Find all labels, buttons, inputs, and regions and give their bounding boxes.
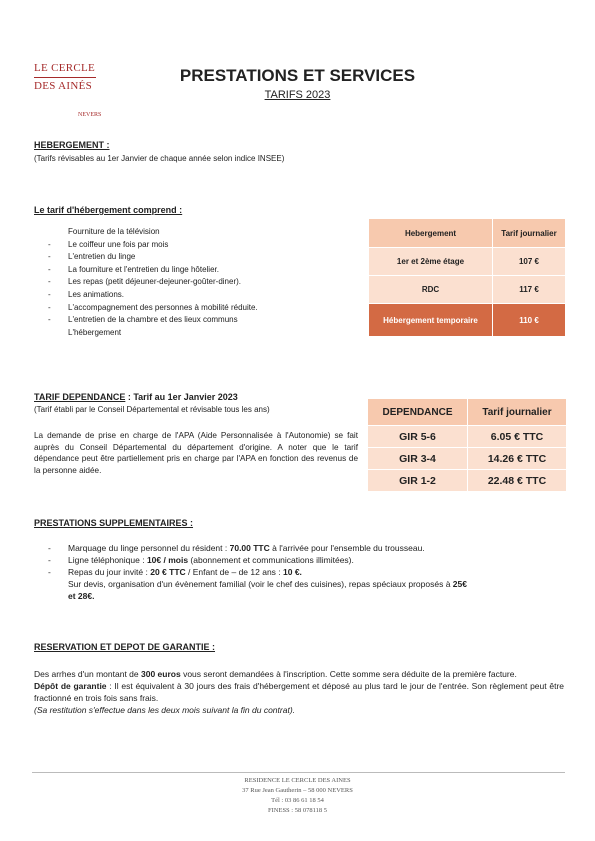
footer-line: RESIDENCE LE CERCLE DES AINES [244,777,351,784]
reservation-heading: RESERVATION ET DEPOT DE GARANTIE : [34,642,216,652]
tarif-comprend-heading: Le tarif d'hébergement comprend : [34,205,183,215]
list-item: - La fourniture et l'entretien du linge hôtelier. [48,264,368,277]
text: : Il est équivalent à 30 jours des frais d'hébergement et déposé au plus tard le jour de l'entrée. Son règlement peut être fractionné en trois fois sans frais. [34,681,564,703]
table-cell: GIR 1-2 [368,470,468,492]
item-text: Sur devis, organisation d'un évènement familial (voir le chef des cuisines), repas spéciaux proposés à [68,579,453,589]
item-text: (abonnement et communications illimitées). [188,555,354,565]
dependance-heading-label: TARIF DEPENDANCE [34,392,126,402]
label: Dépôt de garantie [34,681,107,691]
table-cell: 110 € [493,304,566,337]
table-cell: GIR 3-4 [368,448,468,470]
tarif-comprend-list [48,226,368,339]
reservation-p2 [34,680,564,704]
table-row [369,304,566,337]
item-price: 10€ / mois [146,555,189,565]
page-title: PRESTATIONS ET SERVICES [179,66,416,85]
table-cell: RDC [369,276,493,304]
item-text: à l'arrivée pour l'ensemble du trousseau. [269,543,425,553]
table-row [369,276,566,304]
reservation-body [34,668,564,716]
text: vous seront demandées à l'inscription. Cette somme sera déduite de la première facture. [180,669,517,679]
list-item: - Les repas (petit déjeuner-dejeuner-goûter-diner). [48,276,368,289]
table-cell: GIR 5-6 [368,426,468,448]
dependance-heading [34,392,238,402]
supplementaires-list [48,542,568,602]
footer [0,776,595,816]
list-item: - Marquage du linge personnel du résident : 70.00 TTC à l'arrivée pour l'ensemble du trousseau. [48,543,425,553]
table-cell: 117 € [493,276,566,304]
list-item: - Repas du jour invité : 20 € TTC / Enfant de – de 12 ans : 10 €. [48,567,302,577]
hebergement-heading: HEBERGEMENT : [34,140,110,150]
table-cell: 1er et 2ème étage [369,248,493,276]
table-row [368,470,567,492]
table-header: Hebergement [369,219,493,248]
table-cell: 14.26 € TTC [468,448,567,470]
item-text: Ligne téléphonique : [68,555,147,565]
footer-line: FINESS : 58 078118 5 [268,807,327,814]
table-header: Tarif journalier [468,399,567,426]
logo-line-1: LE CERCLE [34,62,96,74]
item-price: 10 €. [283,567,302,577]
list-item: - Le coiffeur une fois par mois [48,239,368,252]
footer-line: 37 Rue Jean Gautherin – 58 000 NEVERS [242,787,353,794]
hebergement-note: (Tarifs révisables au 1er Janvier de chaque année selon indice INSEE) [34,154,285,163]
item-price: 70.00 TTC [229,543,270,553]
table-header: DEPENDANCE [368,399,468,426]
page-subtitle: TARIFS 2023 [264,89,331,101]
dependance-price-table [367,398,567,492]
logo-line-2: DES AINÉS [34,80,93,92]
text: Des arrhes d'un montant de [34,669,141,679]
item-text: / Enfant de – de 12 ans : [185,567,284,577]
list-item: - Ligne téléphonique : 10€ / mois (abonnement et communications illimitées). [48,555,354,565]
table-row [368,448,567,470]
table-cell: Hébergement temporaire [369,304,493,337]
table-row [369,248,566,276]
list-item: - Les animations. [48,289,368,302]
list-item: - L'entretien de la chambre et des lieux communs [48,314,368,327]
dependance-paragraph: La demande de prise en charge de l'APA (Aide Personnalisée à l'Autonomie) se fait auprès du Conseil Départemental du département d'origine. A noter que le tarif dépendance peut être partiellement pris en charge par l'APA en fonction des revenus de la personne aidée. [34,431,358,475]
hebergement-price-table [368,218,566,337]
list-item: Fourniture de la télévision [68,227,160,236]
list-item: - L'entretien du linge [48,251,368,264]
supplementaires-heading: PRESTATIONS SUPPLEMENTAIRES : [34,518,194,528]
table-cell: 6.05 € TTC [468,426,567,448]
list-item [48,578,568,602]
amount: 300 euros [141,669,181,679]
table-row [368,426,567,448]
list-item: L'hébergement [68,327,122,337]
item-text: Repas du jour invité : [68,567,151,577]
dependance-note: (Tarif établi par le Conseil Départemental et révisable tous les ans) [34,405,270,414]
list-item: - L'accompagnement des personnes à mobilité réduite. [48,302,368,315]
item-price: 20 € TTC [150,567,186,577]
table-header: Tarif journalier [493,219,566,248]
reservation-p1 [34,668,564,680]
table-cell: 107 € [493,248,566,276]
footer-rule [32,772,565,773]
item-price: 25€ [452,579,467,589]
item-text: Marquage du linge personnel du résident : [68,543,230,553]
reservation-p3: (Sa restitution s'effectue dans les deux mois suivant la fin du contrat). [34,705,296,715]
logo-city: NEVERS [78,112,102,118]
table-cell: 22.48 € TTC [468,470,567,492]
item-price: et 28€. [68,591,95,601]
footer-line: Tél : 03 86 61 18 54 [271,797,324,804]
dependance-heading-rest: : Tarif au 1er Janvier 2023 [125,392,238,402]
